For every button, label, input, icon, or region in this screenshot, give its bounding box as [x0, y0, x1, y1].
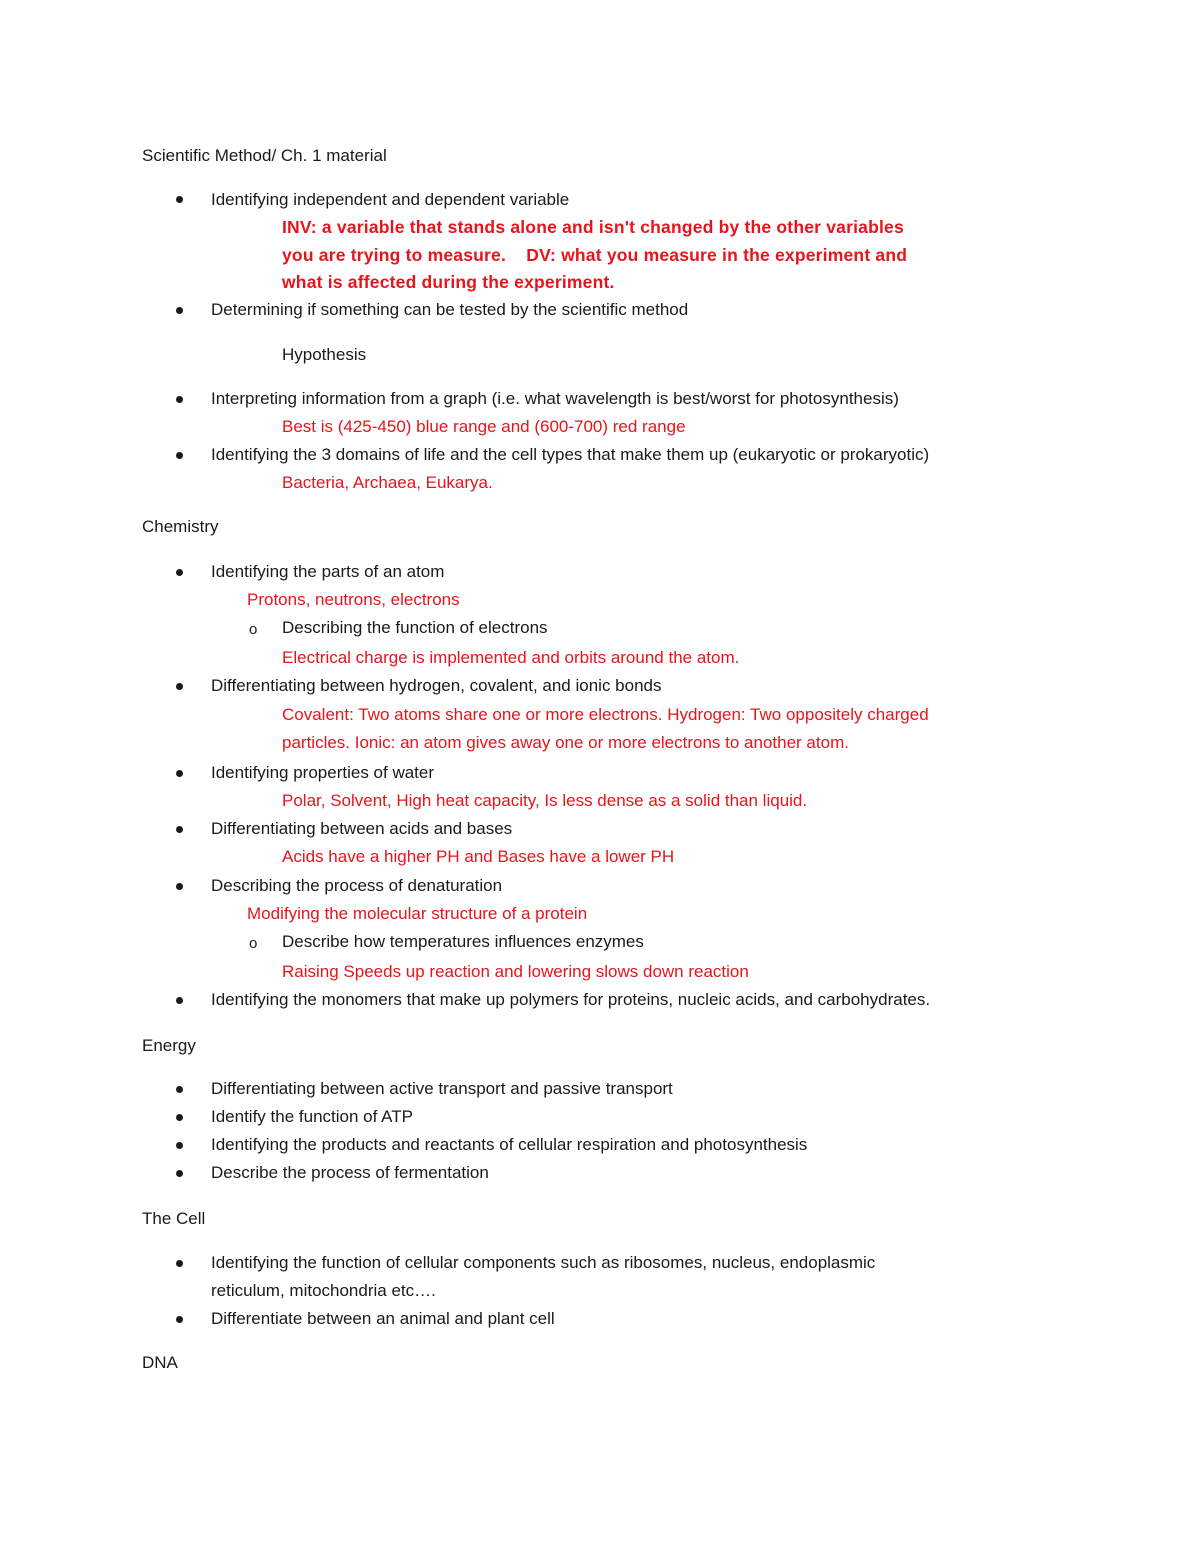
bullet [176, 883, 183, 890]
topic-item: Differentiating between hydrogen, covalent, and ionic bonds [211, 676, 662, 695]
answer-text: particles. Ionic: an atom gives away one or more electrons to another atom. [282, 733, 849, 752]
topic-subtext: Hypothesis [282, 345, 367, 364]
bullet [176, 1142, 183, 1149]
bullet [176, 997, 183, 1004]
section-heading-energy: Energy [142, 1036, 196, 1055]
bullet [176, 1260, 183, 1267]
topic-item: Describing the process of denaturation [211, 876, 503, 895]
topic-item: Identifying independent and dependent variable [211, 190, 570, 209]
bullet [176, 826, 183, 833]
topic-item: Identifying the products and reactants of cellular respiration and photosynthesis [211, 1135, 808, 1154]
answer-text: Acids have a higher PH and Bases have a lower PH [282, 847, 675, 866]
sub-bullet: o [249, 935, 258, 952]
section-heading-scientific-method: Scientific Method/ Ch. 1 material [142, 146, 387, 165]
answer-text: Covalent: Two atoms share one or more electrons. Hydrogen: Two oppositely charged [282, 705, 929, 724]
sub-bullet: o [249, 621, 258, 638]
topic-item-continuation: reticulum, mitochondria etc…. [211, 1281, 436, 1300]
section-heading-dna: DNA [142, 1353, 178, 1372]
topic-item: Identifying the 3 domains of life and the cell types that make them up (eukaryotic or prokaryotic) [211, 445, 930, 464]
bullet [176, 1086, 183, 1093]
bullet [176, 396, 183, 403]
answer-text: Modifying the molecular structure of a protein [247, 904, 588, 923]
bullet [176, 1316, 183, 1323]
answer-text: Protons, neutrons, electrons [247, 590, 460, 609]
topic-item: Differentiate between an animal and plant cell [211, 1309, 555, 1328]
bullet [176, 569, 183, 576]
answer-text: what is affected during the experiment. [282, 272, 615, 292]
answer-text: you are trying to measure. DV: what you measure in the experiment and [282, 245, 908, 265]
topic-item: Identifying the monomers that make up polymers for proteins, nucleic acids, and carbohydrates. [211, 990, 931, 1009]
section-heading-the-cell: The Cell [142, 1209, 206, 1228]
topic-item: Describe the process of fermentation [211, 1163, 489, 1182]
topic-item: Interpreting information from a graph (i.e. what wavelength is best/worst for photosynthesis) [211, 389, 899, 408]
answer-text: Electrical charge is implemented and orbits around the atom. [282, 648, 740, 667]
topic-item: Identify the function of ATP [211, 1107, 413, 1126]
bullet [176, 683, 183, 690]
topic-subitem: Describing the function of electrons [282, 618, 548, 637]
topic-item: Differentiating between active transport and passive transport [211, 1079, 673, 1098]
topic-item: Identifying properties of water [211, 763, 435, 782]
topic-item: Differentiating between acids and bases [211, 819, 513, 838]
topic-item: Determining if something can be tested by the scientific method [211, 300, 689, 319]
answer-text: Best is (425-450) blue range and (600-700) red range [282, 417, 686, 436]
bullet [176, 1114, 183, 1121]
topic-subitem: Describe how temperatures influences enzymes [282, 932, 644, 951]
answer-text: Raising Speeds up reaction and lowering slows down reaction [282, 962, 749, 981]
answer-text: INV: a variable that stands alone and isn't changed by the other variables [282, 217, 904, 237]
bullet [176, 770, 183, 777]
topic-item: Identifying the function of cellular components such as ribosomes, nucleus, endoplasmic [211, 1253, 876, 1272]
topic-item: Identifying the parts of an atom [211, 562, 445, 581]
answer-text: Polar, Solvent, High heat capacity, Is less dense as a solid than liquid. [282, 791, 808, 810]
bullet [176, 196, 183, 203]
bullet [176, 307, 183, 314]
bullet [176, 1170, 183, 1177]
answer-text: Bacteria, Archaea, Eukarya. [282, 473, 493, 492]
bullet [176, 452, 183, 459]
section-heading-chemistry: Chemistry [142, 517, 219, 536]
